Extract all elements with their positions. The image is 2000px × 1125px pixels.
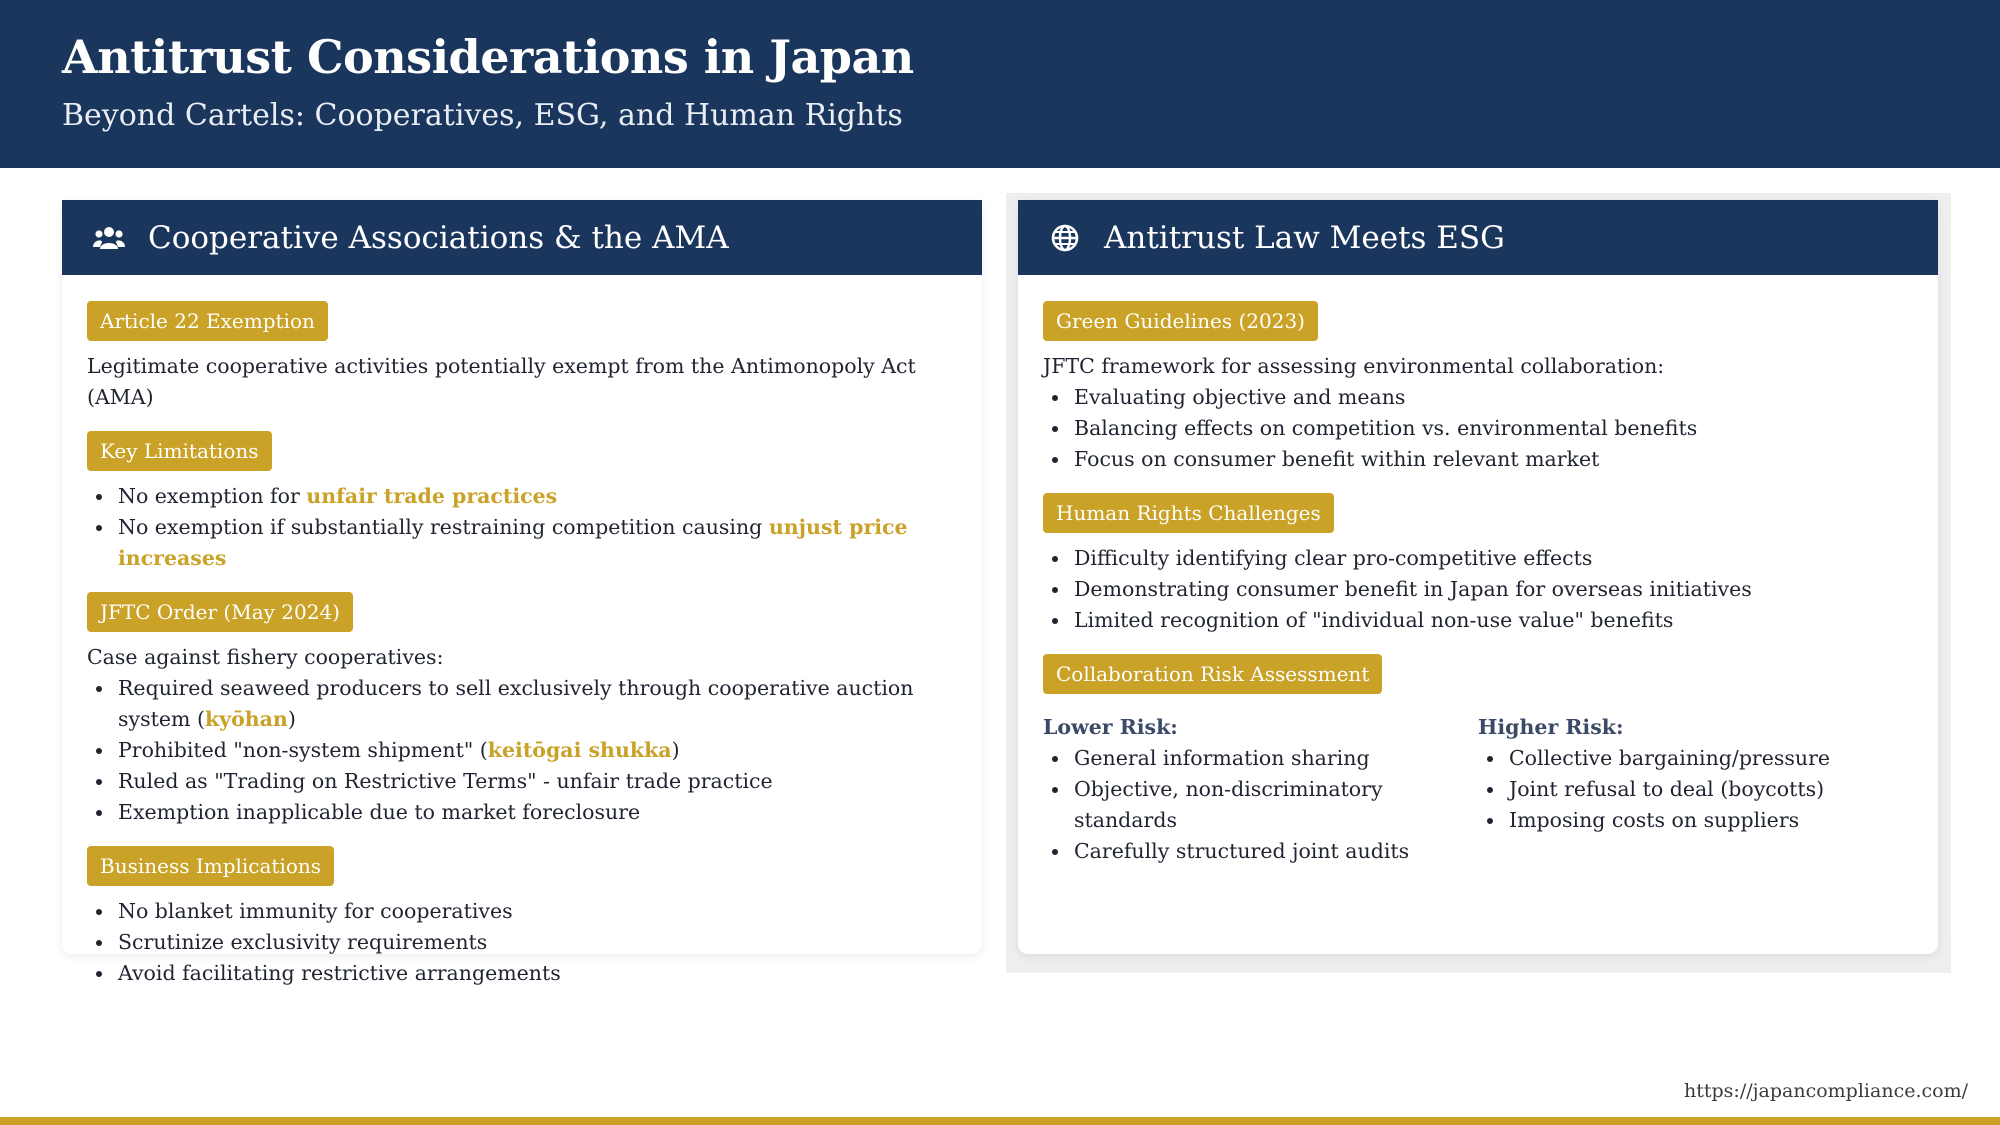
footer-url-link[interactable]: https://japancompliance.com/	[1684, 1080, 1968, 1102]
globe-icon	[1048, 221, 1082, 255]
limitations-badge: Key Limitations	[87, 431, 272, 471]
list-item: Carefully structured joint audits	[1043, 836, 1478, 867]
list-item: Objective, non-discriminatory standards	[1043, 774, 1478, 836]
list-item: Required seaweed producers to sell exclusively through cooperative auction system (kyōhan)	[87, 673, 957, 735]
footer-accent-bar	[0, 1117, 2000, 1125]
lower-risk-list	[1043, 743, 1478, 867]
esg-card-header	[1018, 200, 1938, 275]
lower-risk-title: Lower Risk:	[1043, 715, 1178, 739]
list-item: Exemption inapplicable due to market foreclosure	[87, 797, 957, 828]
page-title: Antitrust Considerations in Japan	[62, 30, 914, 84]
list-item: Demonstrating consumer benefit in Japan for overseas initiatives	[1043, 574, 1913, 605]
list-item: Balancing effects on competition vs. environmental benefits	[1043, 413, 1913, 444]
list-item: Joint refusal to deal (boycotts)	[1478, 774, 1913, 805]
jftc-order-intro: Case against fishery cooperatives:	[87, 645, 444, 669]
jftc-order-list	[87, 673, 957, 828]
list-item: Collective bargaining/pressure	[1478, 743, 1913, 774]
list-item: Ruled as "Trading on Restrictive Terms" - unfair trade practice	[87, 766, 957, 797]
list-item: General information sharing	[1043, 743, 1478, 774]
implications-badge: Business Implications	[87, 846, 334, 886]
highlight-keitogai-shukka: keitōgai shukka	[487, 738, 672, 762]
esg-card-title: Antitrust Law Meets ESG	[1104, 219, 1505, 256]
list-item: Limited recognition of "individual non-use value" benefits	[1043, 605, 1913, 636]
list-item: No blanket immunity for cooperatives	[87, 896, 957, 927]
green-guidelines-intro: JFTC framework for assessing environmental collaboration:	[1043, 354, 1665, 378]
article22-badge: Article 22 Exemption	[87, 301, 328, 341]
higher-risk-column	[1478, 712, 1913, 867]
list-item: Scrutinize exclusivity requirements	[87, 927, 957, 958]
highlight-kyohan: kyōhan	[204, 707, 288, 731]
green-guidelines-list	[1043, 382, 1913, 475]
list-item: Difficulty identifying clear pro-competitive effects	[1043, 543, 1913, 574]
list-item: Avoid facilitating restrictive arrangements	[87, 958, 957, 989]
list-item: No exemption if substantially restraining competition causing unjust price increases	[87, 512, 957, 574]
cooperative-card-title: Cooperative Associations & the AMA	[148, 219, 729, 256]
cooperative-card-header	[62, 200, 982, 275]
limitations-list	[87, 481, 957, 574]
human-rights-list	[1043, 543, 1913, 636]
users-icon	[92, 221, 126, 255]
list-item: Prohibited "non-system shipment" (keitōgai shukka)	[87, 735, 957, 766]
highlight-unfair-trade: unfair trade practices	[306, 484, 558, 508]
green-guidelines-badge: Green Guidelines (2023)	[1043, 301, 1318, 341]
esg-card	[1018, 200, 1938, 954]
higher-risk-list	[1478, 743, 1913, 836]
page-subtitle: Beyond Cartels: Cooperatives, ESG, and Human Rights	[62, 98, 903, 133]
implications-list	[87, 896, 957, 989]
slide-header	[0, 0, 2000, 168]
jftc-order-badge: JFTC Order (May 2024)	[87, 592, 353, 632]
list-item: No exemption for unfair trade practices	[87, 481, 957, 512]
risk-assessment-badge: Collaboration Risk Assessment	[1043, 654, 1382, 694]
cooperative-card	[62, 200, 982, 985]
human-rights-badge: Human Rights Challenges	[1043, 493, 1334, 533]
list-item: Focus on consumer benefit within relevant market	[1043, 444, 1913, 475]
highlight-unjust-price: unjust price increases	[118, 515, 908, 570]
higher-risk-title: Higher Risk:	[1478, 715, 1624, 739]
lower-risk-column	[1043, 712, 1478, 867]
article22-text: Legitimate cooperative activities potentially exempt from the Antimonopoly Act (AMA)	[87, 354, 916, 409]
list-item: Evaluating objective and means	[1043, 382, 1913, 413]
risk-columns	[1043, 712, 1913, 867]
list-item: Imposing costs on suppliers	[1478, 805, 1913, 836]
